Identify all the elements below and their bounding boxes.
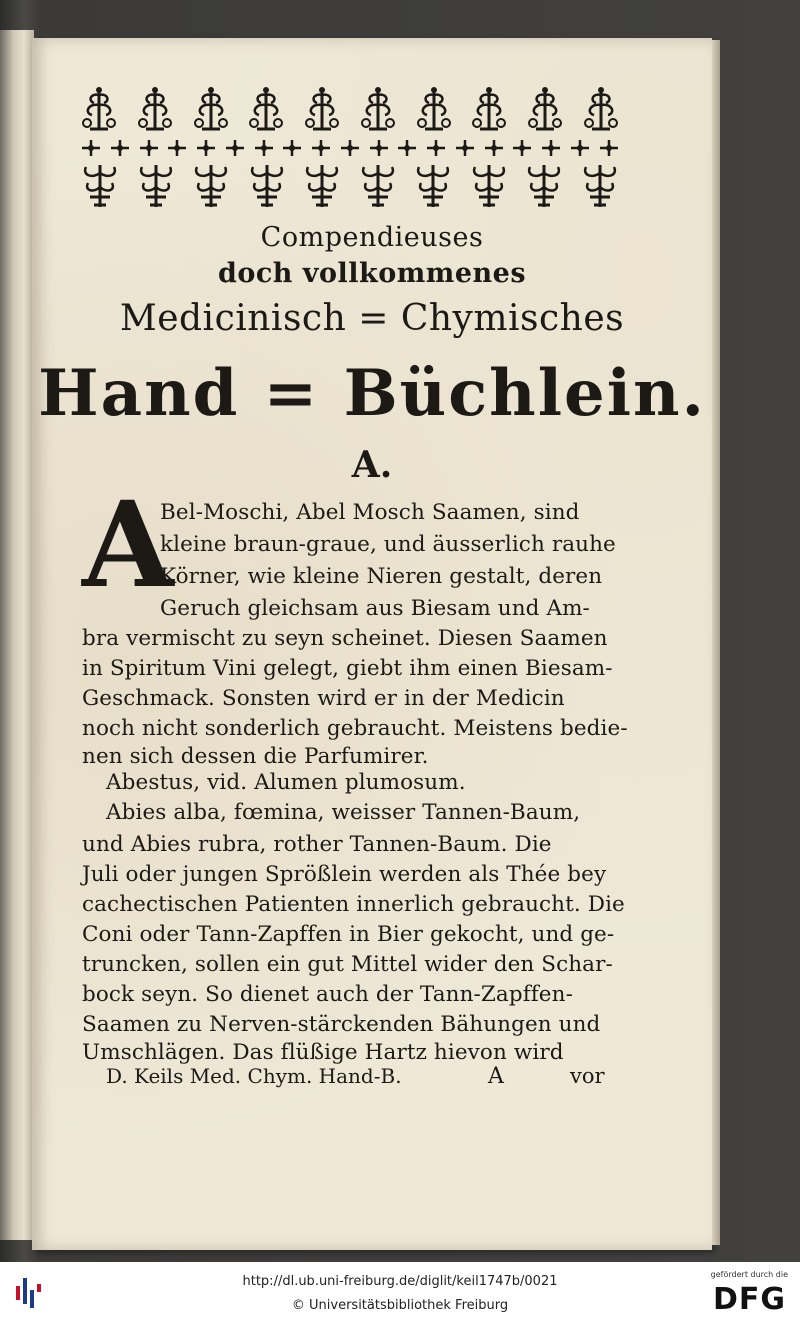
ornament-fleuron-icon <box>413 161 453 211</box>
text-line: Geruch gleichsam aus Biesam und Am- <box>160 596 590 621</box>
copyright-text: © Universitätsbibliothek Freiburg <box>291 1298 509 1313</box>
ornament-fleuron-icon <box>580 161 620 211</box>
ornament-row-middle <box>80 138 620 158</box>
ornament-star-icon <box>454 139 476 157</box>
text-line: Juli oder jungen Sprößlein werden als Thée bey <box>82 862 607 887</box>
ornament-star-icon <box>253 139 275 157</box>
ornament-fleuron-icon <box>80 87 118 133</box>
text-line: Geschmack. Sonsten wird er in der Medicin <box>82 686 565 711</box>
ornament-star-icon <box>425 139 447 157</box>
section-letter: A. <box>351 444 393 486</box>
ornament-fleuron-icon <box>302 161 342 211</box>
ornament-fleuron-icon <box>526 87 564 133</box>
text-line: cachectischen Patienten innerlich gebraucht. Die <box>82 892 625 917</box>
text-line: Bel-Moschi, Abel Mosch Saamen, sind <box>160 500 580 525</box>
text-line: bra vermischt zu seyn scheinet. Diesen Saamen <box>82 626 608 651</box>
ornament-star-icon <box>310 139 332 157</box>
ornament-fleuron-icon <box>415 87 453 133</box>
text-line: truncken, sollen ein gut Mittel wider den Schar- <box>82 952 613 977</box>
text-line: Umschlägen. Das flüßige Hartz hievon wird <box>82 1040 564 1065</box>
ornament-star-icon <box>281 139 303 157</box>
ornament-fleuron-icon <box>470 87 508 133</box>
ornament-star-icon <box>511 139 533 157</box>
ornament-fleuron-icon <box>469 161 509 211</box>
ornament-fleuron-icon <box>359 87 397 133</box>
ornament-star-icon <box>540 139 562 157</box>
ornament-fleuron-icon <box>247 87 285 133</box>
ornament-fleuron-icon <box>524 161 564 211</box>
dfg-logo: DFG <box>712 1282 786 1317</box>
ornament-fleuron-icon <box>582 87 620 133</box>
ornament-star-icon <box>109 139 131 157</box>
ornament-fleuron-icon <box>80 161 120 211</box>
ornament-fleuron-icon <box>192 87 230 133</box>
title-line-3: Medicinisch = Chymisches <box>119 298 625 339</box>
signature-mark: A <box>488 1064 504 1089</box>
ornament-fleuron-icon <box>247 161 287 211</box>
title-line-2: doch vollkommenes <box>217 258 527 289</box>
text-line: Abies alba, fœmina, weisser Tannen-Baum, <box>106 800 581 825</box>
ornament-fleuron-icon <box>136 87 174 133</box>
text-line: nen sich dessen die Parfumirer. <box>82 744 429 769</box>
dfg-note: gefördert durch die <box>710 1270 788 1279</box>
left-page-edge <box>0 30 34 1240</box>
ornament-star-icon <box>339 139 361 157</box>
text-line: noch nicht sonderlich gebraucht. Meistens bedie- <box>82 716 628 741</box>
ornament-fleuron-icon <box>191 161 231 211</box>
permalink-url[interactable]: http://dl.ub.uni-freiburg.de/diglit/keil1747b/0021 <box>242 1274 558 1289</box>
ornament-star-icon <box>598 139 620 157</box>
ornament-star-icon <box>569 139 591 157</box>
ornament-fleuron-icon <box>136 161 176 211</box>
ornament-star-icon <box>138 139 160 157</box>
text-line: und Abies rubra, rother Tannen-Baum. Die <box>82 832 552 857</box>
ornament-star-icon <box>368 139 390 157</box>
text-line: bock seyn. So dienet auch der Tann-Zapffen- <box>82 982 573 1007</box>
ornament-fleuron-icon <box>358 161 398 211</box>
text-line: Coni oder Tann-Zapffen in Bier gekocht, und ge- <box>82 922 615 947</box>
library-footer-bar <box>0 1262 800 1321</box>
text-line: Körner, wie kleine Nieren gestalt, deren <box>160 564 603 589</box>
page-edge-right <box>712 40 720 1245</box>
ornament-row-top <box>80 86 620 134</box>
drop-cap: A <box>82 475 174 614</box>
signature-line: D. Keils Med. Chym. Hand-B. <box>106 1064 402 1088</box>
ornament-fleuron-icon <box>303 87 341 133</box>
title-line-1: Compendieuses <box>260 222 484 253</box>
text-line: kleine braun-graue, und äusserlich rauhe <box>160 532 616 557</box>
ornament-star-icon <box>80 139 102 157</box>
text-line: Abestus, vid. Alumen plumosum. <box>106 770 466 795</box>
ornament-band <box>80 86 620 214</box>
ornament-star-icon <box>166 139 188 157</box>
text-line: in Spiritum Vini gelegt, giebt ihm einen Biesam- <box>82 656 613 681</box>
ornament-row-bottom <box>80 160 620 212</box>
ornament-star-icon <box>195 139 217 157</box>
ornament-star-icon <box>396 139 418 157</box>
title-line-4: Hand = Büchlein. <box>38 356 706 431</box>
ornament-star-icon <box>224 139 246 157</box>
text-line: Saamen zu Nerven-stärckenden Bähungen und <box>82 1012 601 1037</box>
ornament-star-icon <box>483 139 505 157</box>
catchword: vor <box>570 1064 605 1088</box>
